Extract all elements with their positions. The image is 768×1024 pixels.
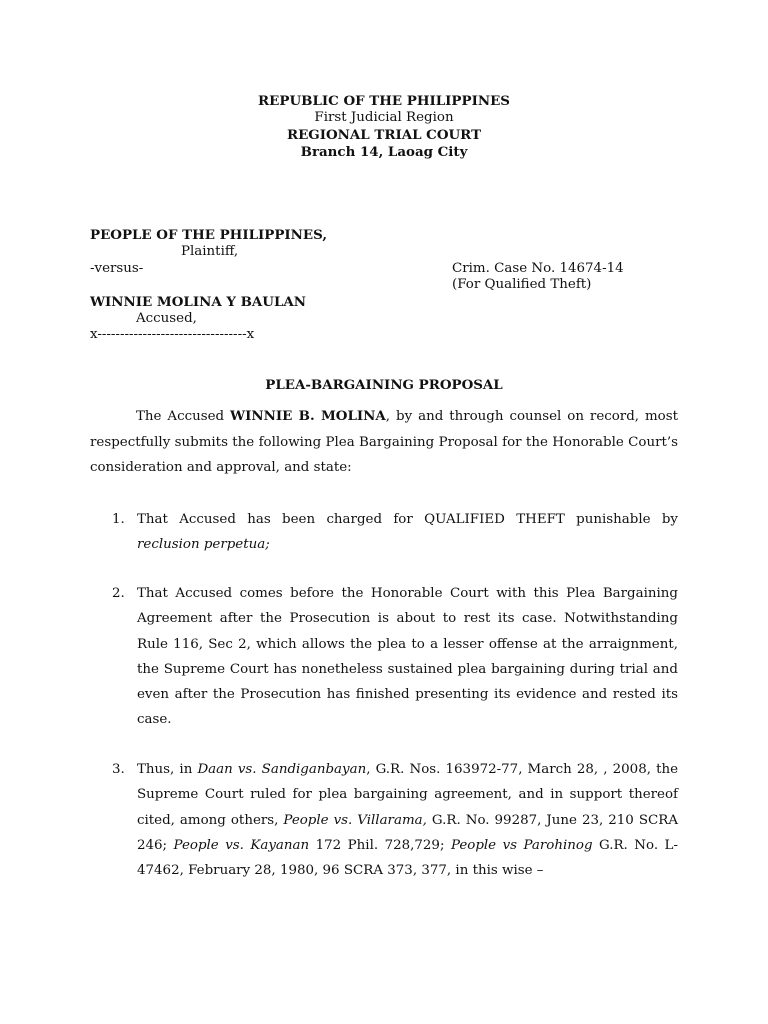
header-republic: REPUBLIC OF THE PHILIPPINES xyxy=(258,93,510,109)
item-text-plain: Thus, in xyxy=(137,762,198,777)
item-text xyxy=(137,507,678,558)
intro-paragraph xyxy=(90,404,678,481)
document-title: PLEA-BARGAINING PROPOSAL xyxy=(265,377,503,393)
list-item xyxy=(112,757,678,883)
accused-role: Accused, xyxy=(136,311,197,326)
item-text-plain: That Accused has been charged for QUALIFIED THEFT punishable by xyxy=(137,512,678,527)
intro-before: The Accused xyxy=(136,409,231,424)
item-number: 3. xyxy=(112,762,125,777)
header-branch: Branch 14, Laoag City xyxy=(300,144,468,160)
plaintiff-role: Plaintiff, xyxy=(181,244,239,259)
item-text-plain: , G.R. Nos. 163972-77, March 28, , 2008, the Supreme Court ruled for plea bargaining agreement, and in support thereof cited, among others, xyxy=(137,762,679,828)
item-text-plain: G.R. No. L-47462, February 28, 1980, 96 SCRA 373, 377, in this wise – xyxy=(137,837,678,879)
intro-after: , by and through counsel on record, most respectfully submits the following Plea Bargaining Proposal for the Honorable Court’s consideration and approval, and state: xyxy=(90,409,678,476)
item-text xyxy=(137,757,678,883)
list-item xyxy=(112,581,678,733)
item-number: 1. xyxy=(112,512,125,527)
case-nature: (For Qualified Theft) xyxy=(452,277,592,292)
intro-accused-name: WINNIE B. MOLINA xyxy=(230,408,386,424)
case-citation: Daan vs. Sandiganbayan xyxy=(197,762,367,777)
list-item xyxy=(112,507,678,558)
accused-name: WINNIE MOLINA Y BAULAN xyxy=(90,294,307,310)
case-citation: People vs. Villarama, xyxy=(283,812,427,828)
caption-separator: x---------------------------------x xyxy=(90,327,255,342)
case-citation: People vs Parohinog xyxy=(450,837,593,853)
case-number: Crim. Case No. 14674-14 xyxy=(452,261,624,276)
item-text: That Accused comes before the Honorable Court with this Plea Bargaining Agreement after the Prosecution is about to rest its case. Notwithstanding Rule 116, Sec 2, which allows the plea to a lesser offense at the arraignment, the Supreme Court has nonetheless sustained plea bargaining during trial and even after the Prosecution has finished presenting its evidence and rested its case. xyxy=(137,586,678,728)
case-citation: People vs. Kayanan xyxy=(173,837,310,853)
item-number: 2. xyxy=(112,586,125,601)
versus-label: -versus- xyxy=(90,261,144,276)
item-text-plain: G.R. No. 99287, June 23, 210 SCRA 246; xyxy=(137,812,678,853)
header-court: REGIONAL TRIAL COURT xyxy=(286,127,482,143)
header-region: First Judicial Region xyxy=(314,110,454,125)
item-text-italic: reclusion perpetua; xyxy=(137,537,270,553)
item-text-plain: 172 Phil. 728,729; xyxy=(309,837,451,853)
plaintiff-name: PEOPLE OF THE PHILIPPINES, xyxy=(90,227,327,243)
